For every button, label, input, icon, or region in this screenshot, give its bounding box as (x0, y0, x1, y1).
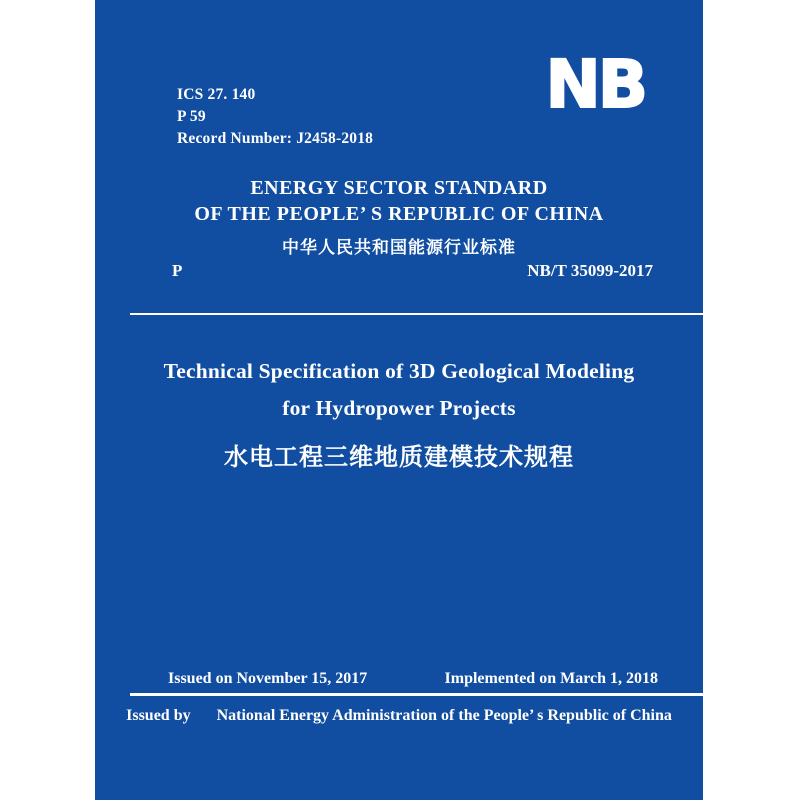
top-divider-rule (130, 313, 703, 315)
title-cn: 水电工程三维地质建模技术规程 (224, 445, 574, 471)
record-number: Record Number: J2458-2018 (177, 130, 374, 147)
standard-name-en-line1: ENERGY SECTOR STANDARD (250, 177, 548, 199)
implemented-on-date: Implemented on March 1, 2018 (444, 670, 658, 687)
dates-row (168, 670, 658, 688)
bottom-divider-rule (130, 693, 703, 696)
code-row (172, 261, 653, 281)
ics-code: ICS 27. 140 (177, 86, 256, 103)
document-title-block (95, 353, 703, 472)
nb-logo: NB (545, 46, 645, 123)
standard-name-en-line2: OF THE PEOPLE’ S REPUBLIC OF CHINA (194, 203, 604, 225)
issued-on-date: Issued on November 15, 2017 (168, 670, 368, 687)
title-en-line1: Technical Specification of 3D Geological Modeling (163, 359, 635, 383)
standard-number: NB/T 35099-2017 (527, 261, 653, 280)
category-letter: P (172, 261, 183, 280)
standard-name-block (95, 175, 703, 258)
standard-cover-page (95, 0, 703, 800)
title-en-line2: for Hydropower Projects (282, 396, 516, 420)
classification-codes (177, 84, 373, 150)
class-code: P 59 (177, 108, 206, 125)
standard-name-cn: 中华人民共和国能源行业标准 (282, 238, 516, 258)
issued-by-label: Issued by (126, 707, 191, 724)
issued-by-value: National Energy Administration of the People’ s Republic of China (216, 707, 672, 724)
issued-by-line (95, 707, 703, 725)
